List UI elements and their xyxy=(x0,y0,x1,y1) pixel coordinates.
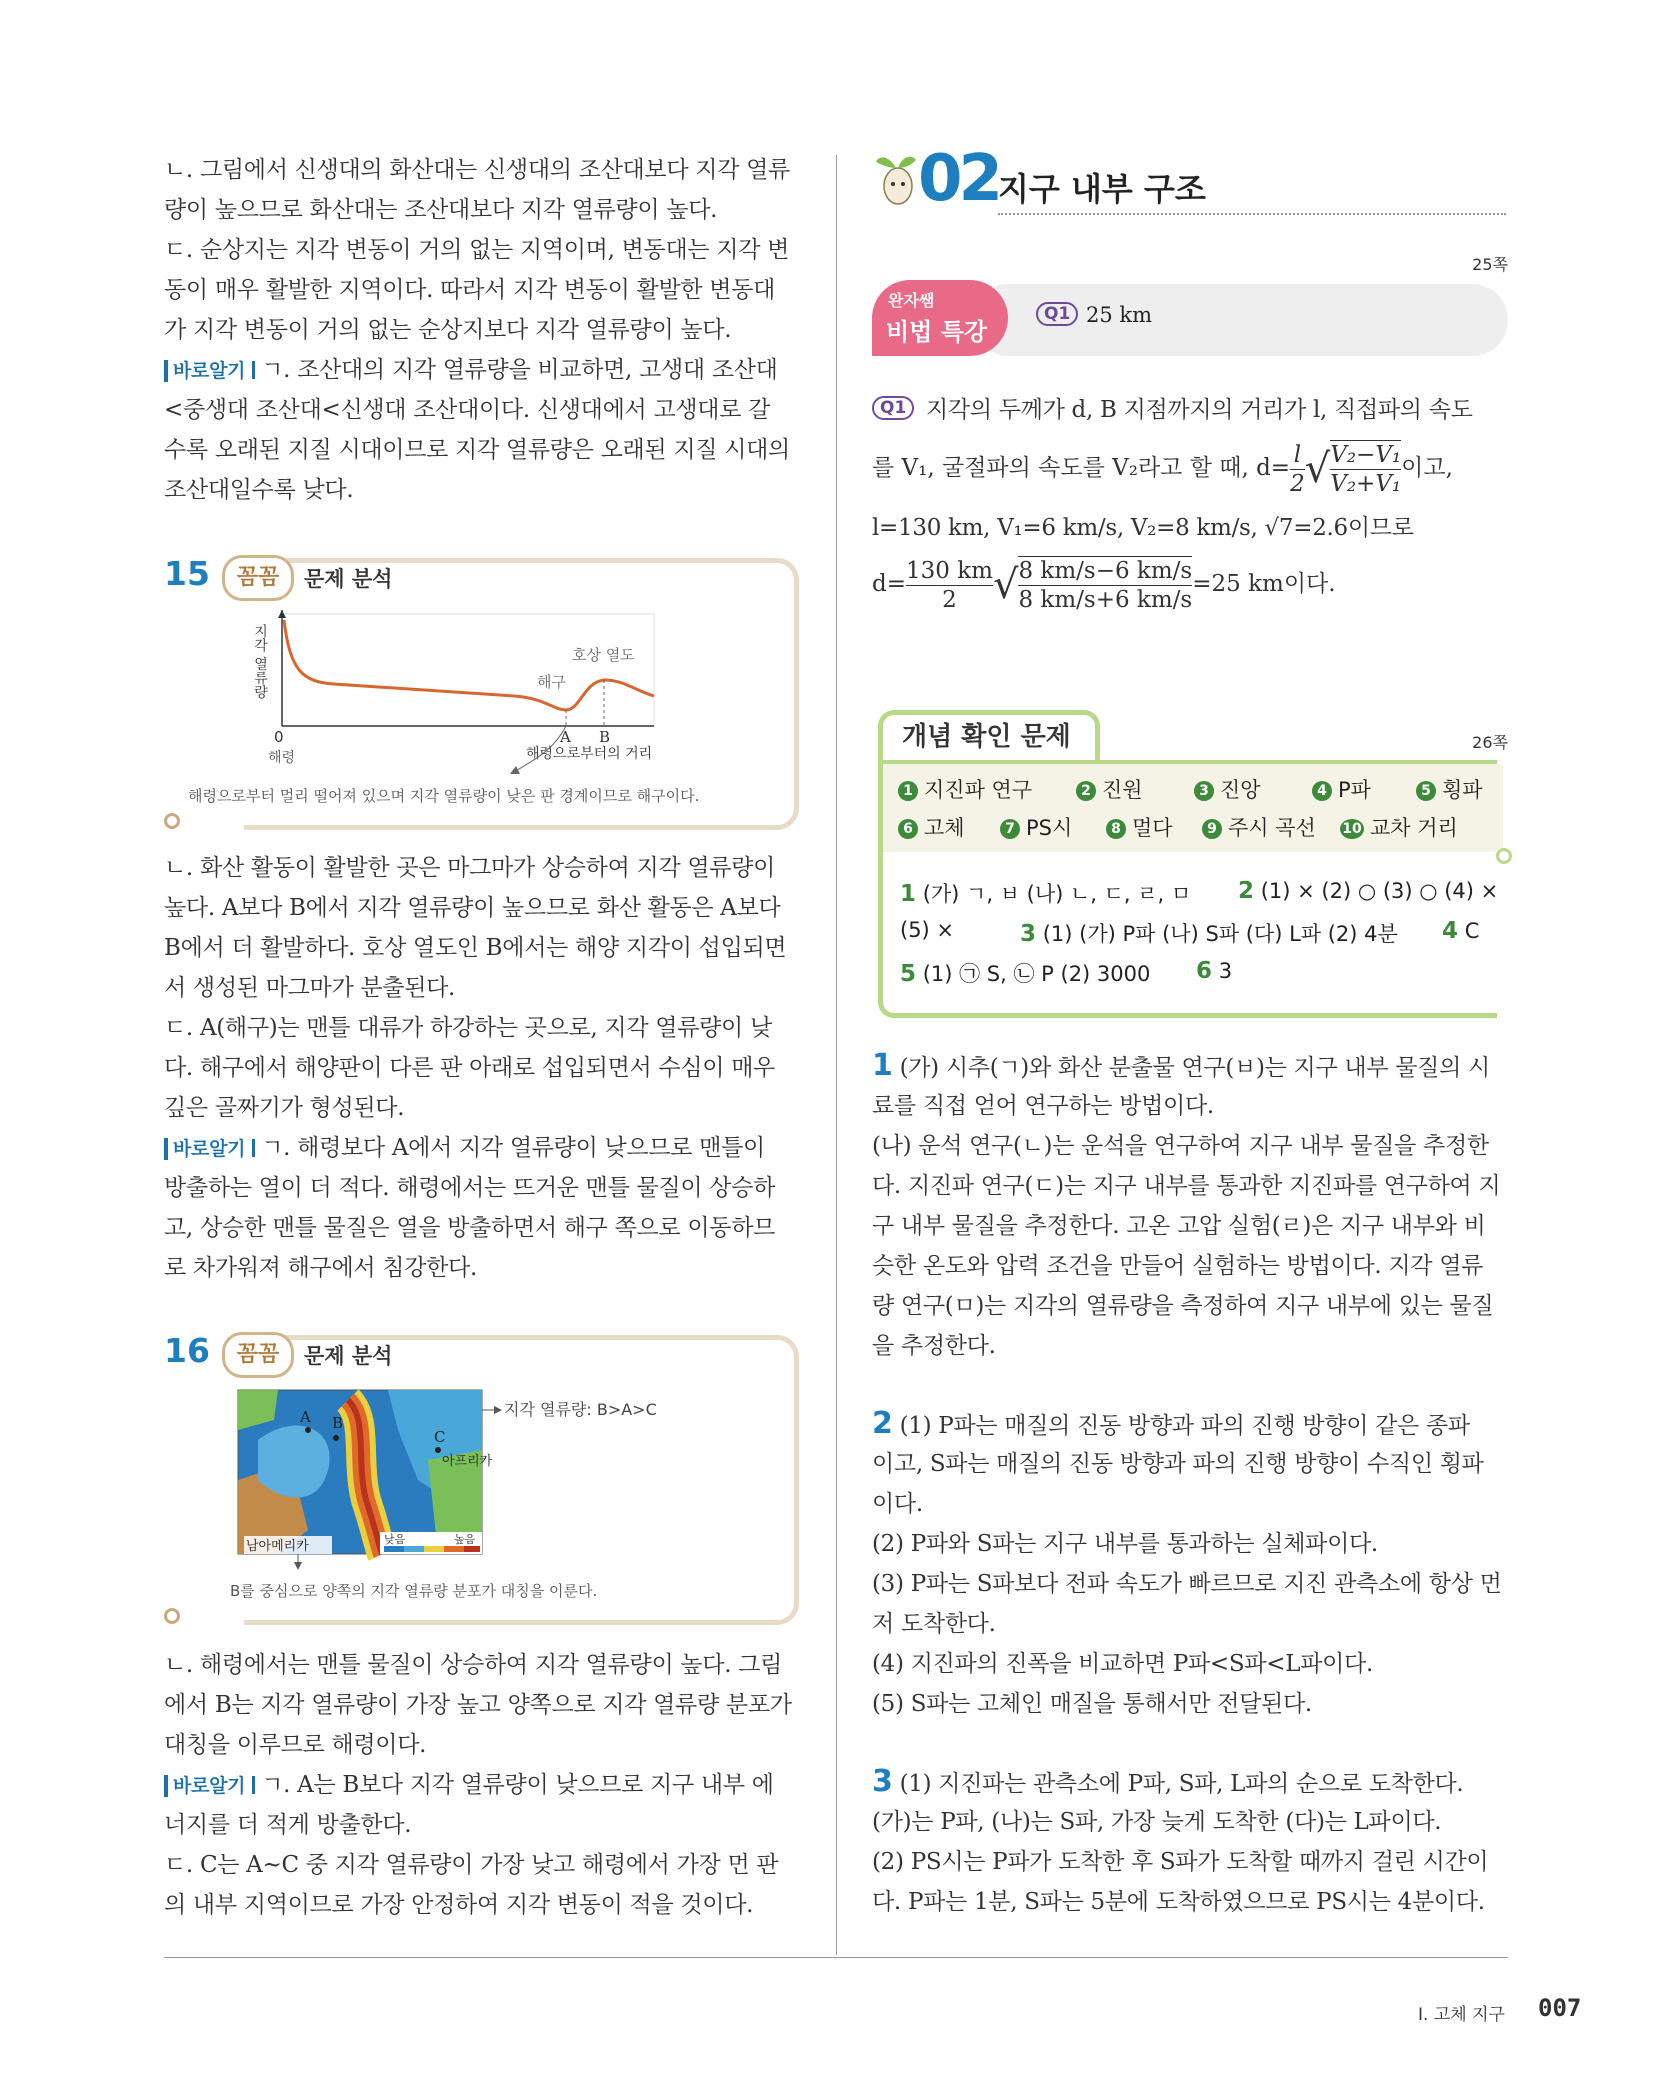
question-number: 15 xyxy=(164,554,210,593)
q1-badge: Q1 xyxy=(872,396,914,420)
text-line: 에서 B는 지각 열류량이 가장 높고 양쪽으로 지각 열류량 분포가 xyxy=(164,1692,792,1718)
legend-high: 높음 xyxy=(454,1533,476,1546)
column-divider xyxy=(836,155,837,1955)
text-line: ㄴ. 그림에서 신생대의 화산대는 신생대의 조산대보다 지각 열류 xyxy=(164,157,790,183)
label-africa: 아프리카 xyxy=(442,1454,493,1469)
text-line: 다. P파는 1분, S파는 5분에 도착하였으므로 PS시는 4분이다. xyxy=(872,1889,1485,1915)
answer: 3 (1) (가) P파 (나) S파 (다) L파 (2) 4분 xyxy=(1020,921,1398,947)
text-line: 지각의 두께가 d, B 지점까지의 거리가 l, 직접파의 속도 xyxy=(926,397,1473,423)
keyword: 7 PS시 xyxy=(1000,812,1072,842)
text-line: 저 도착한다. xyxy=(872,1611,996,1637)
text-line: (2) PS시는 P파가 도착한 후 S파가 도착할 때까지 걸린 시간이 xyxy=(872,1849,1489,1875)
text-line: 다. 해구에서 해양판이 다른 판 아래로 섭입되면서 수심이 매우 xyxy=(164,1055,776,1081)
label-a: A xyxy=(300,1408,311,1426)
text-line: 을 추정한다. xyxy=(872,1333,996,1359)
footer-section: Ⅰ. 고체 지구 xyxy=(1418,2005,1505,2025)
box-ring xyxy=(164,813,180,829)
analysis-title: 문제 분석 xyxy=(304,567,393,591)
text-line: 량 연구(ㅁ)는 지각의 열류량을 측정하여 지구 내부에 있는 물질 xyxy=(872,1293,1494,1319)
baro-label: 바로알기 xyxy=(164,1775,255,1797)
text-line: 깊은 골짜기가 형성된다. xyxy=(164,1095,405,1121)
caption-16: B를 중심으로 양쪽의 지각 열류량 분포가 대칭을 이룬다. xyxy=(230,1582,598,1600)
text-line: (나) 운석 연구(ㄴ)는 운석을 연구하여 지구 내부 물질을 추정한 xyxy=(872,1133,1489,1159)
text-line: 대칭을 이루므로 해령이다. xyxy=(164,1732,427,1758)
badge-kkomkkom: 꼼꼼 xyxy=(222,555,294,601)
heat-flow-chart xyxy=(254,610,754,780)
answer: 2 (1) × (2) ○ (3) ○ (4) × xyxy=(1238,878,1499,904)
text-line: ㄴ. 화산 활동이 활발한 곳은 마그마가 상승하여 지각 열류량이 xyxy=(164,855,776,881)
text-line: 이다. xyxy=(872,1491,923,1517)
text-line: 조산대일수록 낮다. xyxy=(164,477,354,503)
keyword: 5 횡파 xyxy=(1416,774,1483,804)
text-line: 바로알기 ㄱ. 조산대의 지각 열류량을 비교하면, 고생대 조산대 xyxy=(164,350,778,392)
answer: 6 3 xyxy=(1196,958,1233,984)
legend-low: 낮음 xyxy=(384,1533,406,1546)
answer: (5) × xyxy=(900,918,955,942)
label-b: B xyxy=(599,728,611,746)
text-line: 슷한 온도와 압력 조건을 만들어 실험하는 방법이다. 지각 열류 xyxy=(872,1253,1484,1279)
text-line: 이고, S파는 매질의 진동 방향과 파의 진행 방향이 수직인 횡파 xyxy=(872,1451,1484,1477)
keyword: 9 주시 곡선 xyxy=(1202,812,1316,842)
baro-label: 바로알기 xyxy=(164,1138,255,1160)
text-line: 동이 매우 활발한 지역이다. 따라서 지각 변동이 활발한 변동대 xyxy=(164,277,776,303)
text-line: ㄷ. 순상지는 지각 변동이 거의 없는 지역이며, 변동대는 지각 변 xyxy=(164,237,790,263)
answer: 4 C xyxy=(1442,918,1480,944)
text-line: (4) 지진파의 진폭을 비교하면 P파<S파<L파이다. xyxy=(872,1651,1373,1677)
text-line: 1 (가) 시추(ㄱ)와 화산 분출물 연구(ㅂ)는 지구 내부 물질의 시 xyxy=(872,1048,1490,1083)
text-line: 의 내부 지역이므로 가장 안정하여 지각 변동이 적을 것이다. xyxy=(164,1892,754,1918)
text-line: 3 (1) 지진파는 관측소에 P파, S파, L파의 순으로 도착한다. xyxy=(872,1764,1464,1799)
text-line: 다. 지진파 연구(ㄷ)는 지구 내부를 통과한 지진파를 연구하여 지 xyxy=(872,1173,1501,1199)
answer: 1 (가) ㄱ, ㅂ (나) ㄴ, ㄷ, ㄹ, ㅁ xyxy=(900,881,1192,907)
text-line: ㄷ. C는 A~C 중 지각 열류량이 가장 낮고 해령에서 가장 먼 판 xyxy=(164,1852,779,1878)
q1-answer: 25 km xyxy=(1086,303,1153,327)
badge-kkomkkom: 꼼꼼 xyxy=(222,1332,294,1378)
heat-flow-map xyxy=(238,1390,718,1570)
section-title: 지구 내부 구조 xyxy=(998,170,1206,208)
text-line: ㄷ. A(해구)는 맨틀 대류가 하강하는 곳으로, 지각 열류량이 낮 xyxy=(164,1015,772,1041)
label-c: C xyxy=(434,1428,446,1446)
x-axis-label: 해령으로부터의 거리 xyxy=(526,746,653,762)
answer: 5 (1) ㉠ S, ㉡ P (2) 3000 xyxy=(900,961,1151,987)
text-line: (가)는 P파, (나)는 S파, 가장 늦게 도착한 (다)는 L파이다. xyxy=(872,1809,1442,1835)
q1-badge: Q1 xyxy=(1036,302,1078,326)
keyword: 2 진원 xyxy=(1076,774,1143,804)
text-line: 높다. A보다 B에서 지각 열류량이 높으므로 화산 활동은 A보다 xyxy=(164,895,781,921)
text-line: (5) S파는 고체인 매질을 통해서만 전달된다. xyxy=(872,1691,1312,1717)
label-b: B xyxy=(332,1414,344,1432)
text-line: 량이 높으므로 화산대는 조산대보다 지각 열류량이 높다. xyxy=(164,197,718,223)
text-line: <중생대 조산대<신생대 조산대이다. 신생대에서 고생대로 갈 xyxy=(164,397,771,423)
text-line: (3) P파는 S파보다 전파 속도가 빠르므로 지진 관측소에 항상 먼 xyxy=(872,1571,1502,1597)
caption-15: 해령으로부터 멀리 떨어져 있으며 지각 열류량이 낮은 판 경계이므로 해구이다. xyxy=(188,787,700,805)
keyword: 3 진앙 xyxy=(1194,774,1261,804)
concept-title: 개념 확인 문제 xyxy=(902,722,1071,752)
label-zero: 0 xyxy=(274,728,284,746)
text-line: 서 생성된 마그마가 분출된다. xyxy=(164,975,456,1001)
title-underline xyxy=(998,213,1506,215)
formula-line: d= $\frac{130 km}{2}$ √ $\frac{8 km/s-6 km/s}{8 km/s+6 km/s}$ =25 km이다. xyxy=(872,557,1336,613)
label-arc: 호상 열도 xyxy=(572,646,635,664)
baro-label: 바로알기 xyxy=(164,360,255,382)
label-trench: 해구 xyxy=(537,673,566,691)
label-a: A xyxy=(560,728,571,746)
text-line: l=130 km, V₁=6 km/s, V₂=8 km/s, √7=2.6이므로 xyxy=(872,515,1414,541)
heat-flow-note: 지각 열류량: B>A>C xyxy=(504,1400,657,1419)
text-line: 수록 오래된 지질 시대이므로 지각 열류량은 오래된 지질 시대의 xyxy=(164,437,790,463)
text-line: 너지를 더 적게 방출한다. xyxy=(164,1812,412,1838)
y-axis-label: 지각 열류량 xyxy=(252,624,268,699)
analysis-title: 문제 분석 xyxy=(304,1344,393,1368)
text-line: B에서 더 활발하다. 호상 열도인 B에서는 해양 지각이 섭입되면 xyxy=(164,935,787,961)
footer-rule xyxy=(164,1957,1508,1958)
text-line: 고, 상승한 맨틀 물질은 열을 방출하면서 해구 쪽으로 이동하므 xyxy=(164,1215,776,1241)
text-line: 가 지각 변동이 거의 없는 순상지보다 지각 열류량이 높다. xyxy=(164,317,732,343)
special-label-2: 비법 특강 xyxy=(886,318,988,346)
keyword: 6 고체 xyxy=(898,812,965,842)
text-line: 바로알기 ㄱ. 해령보다 A에서 지각 열류량이 낮으므로 맨틀이 xyxy=(164,1128,765,1170)
section-number: 02 xyxy=(918,142,1000,216)
question-number: 16 xyxy=(164,1331,210,1370)
box-ring xyxy=(164,1608,180,1624)
text-line: (2) P파와 S파는 지구 내부를 통과하는 실체파이다. xyxy=(872,1531,1378,1557)
label-south-america: 남아메리카 xyxy=(246,1539,309,1554)
keyword: 1 지진파 연구 xyxy=(898,774,1032,804)
keyword: 8 멀다 xyxy=(1106,812,1173,842)
text-line: 로 차가워져 해구에서 침강한다. xyxy=(164,1255,477,1281)
formula-line: 를 V₁, 굴절파의 속도를 V₂라고 할 때, d= $\frac{l}{2}$ √ $\frac{\text{V₂−V₁}}{\text{V₂+V₁}}$ 이고, xyxy=(872,441,1453,497)
text-line: ㄴ. 해령에서는 맨틀 물질이 상승하여 지각 열류량이 높다. 그림 xyxy=(164,1652,783,1678)
page-ref: 26쪽 xyxy=(1472,733,1508,752)
text-line: 료를 직접 얻어 연구하는 방법이다. xyxy=(872,1093,1214,1119)
page-ref: 25쪽 xyxy=(1472,255,1508,274)
label-ridge: 해령 xyxy=(268,750,296,766)
text-line: 구 내부 물질을 추정한다. 고온 고압 실험(ㄹ)은 지구 내부와 비 xyxy=(872,1213,1486,1239)
keyword: 4 P파 xyxy=(1312,774,1371,804)
box-ring xyxy=(1496,848,1512,864)
text-line: 바로알기 ㄱ. A는 B보다 지각 열류량이 낮으므로 지구 내부 에 xyxy=(164,1765,774,1807)
text-line: 방출하는 열이 더 적다. 해령에서는 뜨거운 맨틀 물질이 상승하 xyxy=(164,1175,776,1201)
sprout-icon xyxy=(872,150,922,210)
page-number: 007 xyxy=(1538,1994,1582,2022)
keyword: 10 교차 거리 xyxy=(1340,812,1458,842)
text-line: 2 (1) P파는 매질의 진동 방향과 파의 진행 방향이 같은 종파 xyxy=(872,1406,1470,1441)
special-label-1: 완자쌤 xyxy=(888,291,935,310)
